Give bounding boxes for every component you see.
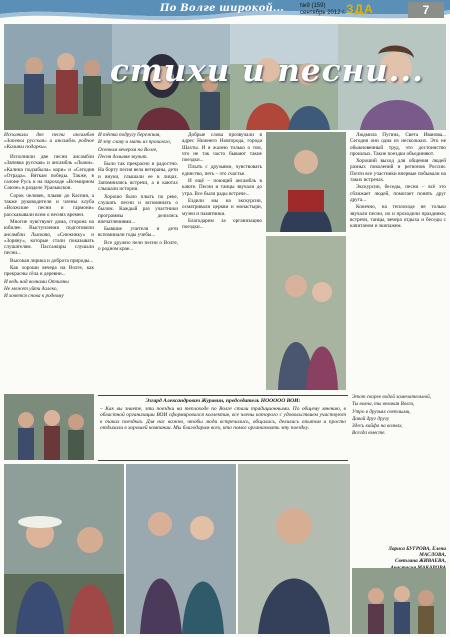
- col1-paragraph: Сорок человек, плыви до Каспия, а также руководители и члены клуба «Волжские песни и гармони» рассказывали всем о песнях времен.: [4, 192, 94, 218]
- photo-group-bottom-right: [352, 568, 446, 634]
- newspaper-brand: ЗДА: [346, 2, 374, 16]
- col3-paragraph: Добрые слова прозвучали в адрес Нижнего Новгорода, города Шахты. И я жалею только о том, что не так часто бывают такие поездки...: [182, 132, 262, 164]
- col4-paragraph: Людмила Пугина, Света Иванова... Сегодня они одна из нескольких. Это не обыкновенный труд, это достоинство прошлых. Такие поездки объединяют.: [350, 132, 446, 157]
- photo-dancers: [126, 464, 236, 634]
- col1-verse-line: И хочется снова к родному: [4, 293, 64, 300]
- section-title: По Волге широкой...: [160, 3, 284, 14]
- col4-verse-line: Здесь кайфа на волнах,: [352, 423, 403, 430]
- photo-women-in-hats-image: [4, 464, 124, 634]
- verse-column: [352, 394, 446, 544]
- col2-paragraph: Все дружно пели песни о Волге, о родном крае...: [98, 239, 178, 253]
- left-photo-caption: Исполнили две песни ансамбля «Запевка русская» и ансамбль родное «Калины подарки».: [4, 132, 94, 151]
- col2-verse-line: Осенним вечером на Волге,: [98, 146, 158, 153]
- col3-paragraph: Плыть с друзьями, чувствовать единство, петь – это счастье.: [182, 164, 262, 177]
- article-column-4: [350, 132, 446, 390]
- photo-dancers-image: [126, 464, 236, 634]
- col1-paragraph: Многие чувствуют дома, сторона на юбилее. Выступления подготовили ансамбли Лысково, «Снежинку» и «Зоряну», которые стали показывать слушателям. Пассажиры слушали песни...: [4, 218, 94, 257]
- photo-group-on-deck-image: [4, 24, 112, 130]
- photo-accordion-player: [266, 132, 346, 232]
- issue-info: [300, 3, 345, 17]
- col2-verse-line: И тётка подругу бережная,: [98, 132, 161, 138]
- col2-paragraph: Было так прекрасно и радостно. На борту песня вела ветераны, дети и внуки, слышали ее в лицах. Запомнились встречи, а в каютах слышали истории.: [98, 161, 178, 193]
- col3-paragraph: Ездили мы на экскурсии, осматривали церкви и монастыри, музеи и памятники.: [182, 197, 262, 217]
- headline: стихи и песни...: [110, 53, 425, 89]
- author-line: Лариса БУГРОВА, Елена МАСЛОВА,: [388, 546, 446, 559]
- col1-paragraph: Исполнили две песни ансамбли «Запевка русская» и ансамбль «Лыжи». «Калина подзабыла» кори» и «Сегодня «Отрада». Вяткам победы. Также, в салоне Русь и на пароходе «Всемирном Союзе» в разделе Уралыкскои.: [4, 154, 94, 192]
- col3-paragraph: Благодарим за организацию поездки...: [182, 217, 262, 231]
- col4-verse-line: Этот скорее водой замечательной,: [352, 394, 432, 400]
- col1-verse-line: Не может уйти далеко,: [4, 285, 58, 292]
- photo-women-in-hats: [4, 464, 124, 634]
- col2-verse-line: Песня дальняя звучит.: [98, 153, 148, 160]
- col4-paragraph: Конечно, на теплоходе не только звучали песни, но и проходили праздники, встречи, танцы, вечера отдыха и беседы с капитаном и экипажем.: [350, 204, 446, 230]
- article-column-1: [4, 154, 94, 390]
- page-number: 7: [408, 2, 444, 18]
- col4-paragraph: Экскурсии, беседы, песни – всё это сближает людей, помогает понять друг друга...: [350, 184, 446, 203]
- article-column-2: [98, 132, 178, 390]
- col2-verse-line: И эту славу и мать из прошлого,: [98, 139, 172, 146]
- col4-verse-line: Утро в друзьях светлыми,: [352, 408, 411, 415]
- col1-paragraph: Как хороши вечера на Волге, как прекрасны сёла и деревни...: [4, 265, 94, 278]
- photo-passengers-image: [4, 394, 94, 460]
- article-column-3: [182, 132, 262, 390]
- author-line: Светлана ЖИВАЕВА,: [394, 558, 446, 565]
- page-header: [0, 0, 450, 22]
- photo-couple-image: [266, 236, 346, 390]
- col2-paragraph: Хорошо было плыть по реке, слушать песни и вспоминать о былом. Каждый раз участники программы делились впечатлениями...: [98, 193, 178, 225]
- issue-date: сентябрь 2012 г.: [300, 10, 346, 16]
- col1-verse-line: И ведь над волнами Отчизны: [4, 278, 69, 285]
- photo-smiling-man-image: [238, 464, 350, 634]
- col2-paragraph: Бывшие учителя и дети вспоминали годы учебы...: [98, 226, 178, 239]
- photo-accordion-player-image: [266, 132, 346, 232]
- photo-smiling-man: [238, 464, 350, 634]
- photo-group-on-deck: [4, 24, 112, 130]
- quote-box-text: – Как вы знаете, эти поездки на теплоходе по Волге стали традиционными. По общему мнению, в областной организации ВОИ сформировался коллектив, все члены которого с удовольствием участвуют в таких поездках. Для нас важно, чтобы люди встречались, общались, делились опытом и просто отдыхали в хорошей компании. Мы благодарим всех, кто помог организовать эту поездку.: [100, 406, 346, 431]
- photo-couple: [266, 236, 346, 390]
- col4-verse-line: Всегда вместе.: [352, 430, 386, 437]
- quote-box-title: Эзгард Александрович Журавин, председатель НООООО ВОИ:: [145, 398, 301, 404]
- issue-number: №9 (159): [300, 3, 326, 9]
- photo-passengers: [4, 394, 94, 460]
- col4-verse-line: Ты волна, ты великая Волга,: [352, 401, 415, 408]
- col4-paragraph: Хороший выход для общения людей разных поколений и регионов России. Почти все участники впервые побывали на таких встречах.: [350, 158, 446, 184]
- col4-verse-line: Давай друг другу: [352, 415, 390, 422]
- photo-group-bottom-right-image: [352, 568, 446, 634]
- col1-paragraph: Высокая лирика и доброта природы...: [10, 257, 94, 264]
- col3-paragraph: И ещё – поющий ансамбль в каюте. Песни и танцы звучали до утра. Все были рады встрече...: [182, 178, 262, 197]
